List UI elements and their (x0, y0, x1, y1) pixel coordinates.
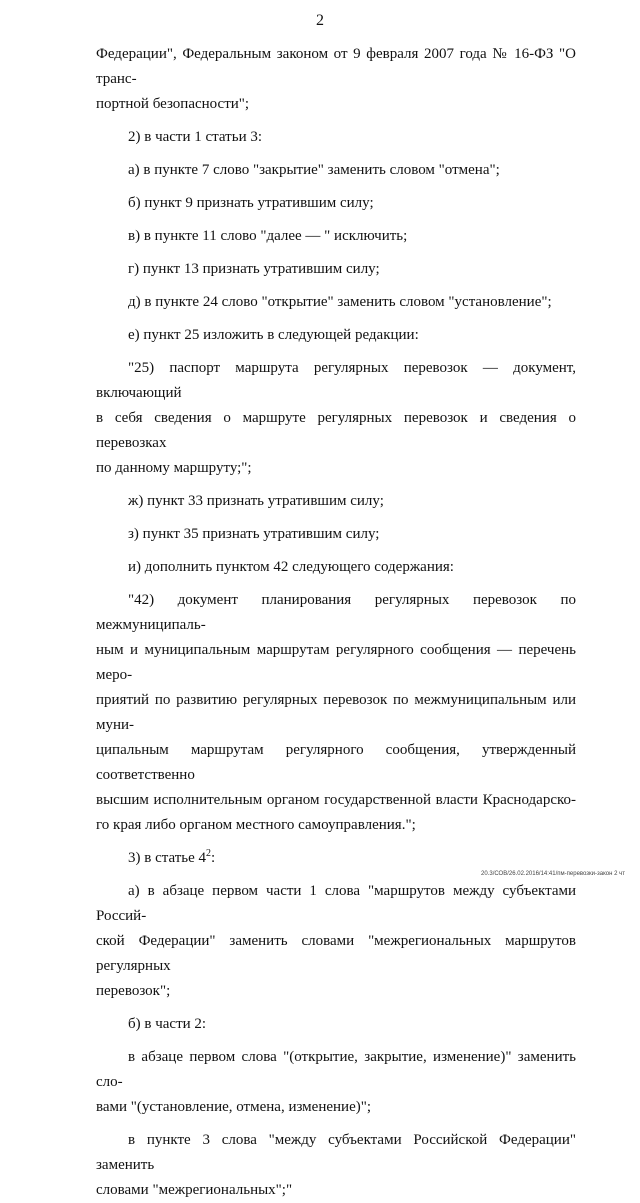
text-line: го края либо органом местного самоуправления."; (96, 817, 416, 833)
text-line: по данному маршруту;"; (96, 460, 252, 476)
paragraph-subitem-a: а) в пункте 7 слово "закрытие" заменить словом "отмена"; (128, 162, 500, 178)
text-line: приятий по развитию регулярных перевозок по межмуниципальным или муни- (96, 692, 576, 733)
paragraph-federal-law (96, 42, 576, 117)
paragraph-item-3a (96, 879, 576, 1004)
text-line: в себя сведения о маршруте регулярных перевозок и сведения о перевозках (96, 410, 576, 451)
paragraph-item-3b: б) в части 2: (128, 1016, 207, 1032)
text-line: высшим исполнительным органом государственной власти Краснодарско- (96, 792, 576, 808)
paragraph-subitem-v: в) в пункте 11 слово "далее — " исключить; (128, 228, 408, 244)
paragraph-subitem-z: з) пункт 35 признать утратившим силу; (128, 526, 380, 542)
paragraph-item-2: 2) в части 1 статьи 3: (128, 129, 263, 145)
text-span: : (211, 850, 216, 866)
document-body (96, 42, 576, 1203)
paragraph-first-abzac (96, 1045, 576, 1120)
text-line: в пункте 3 слова "между субъектами Российской Федерации" заменить (96, 1132, 576, 1173)
text-line: ципальным маршрутам регулярного сообщения, утвержденный соответственно (96, 742, 576, 783)
text-line: перевозок"; (96, 983, 171, 999)
page-number: 2 (316, 12, 324, 29)
text-line: "25) паспорт маршрута регулярных перевозок — документ, включающий (96, 360, 576, 401)
paragraph-point-3 (96, 1128, 576, 1203)
text-span: 3) в статье 4 (128, 850, 207, 866)
footer-reference: 20.3/СОВ/26.02.2016/14:41/пм-перевозки-закон 2 чт (481, 871, 625, 877)
quote-item-42 (96, 588, 576, 838)
quote-item-25 (96, 356, 576, 481)
paragraph-subitem-d: д) в пункте 24 слово "открытие" заменить словом "установление"; (128, 294, 552, 310)
text-line: ным и муниципальным маршрутам регулярного сообщения — перечень меро- (96, 642, 576, 683)
text-line: портной безопасности"; (96, 96, 250, 112)
paragraph-subitem-b: б) пункт 9 признать утратившим силу; (128, 195, 374, 211)
text-line: вами "(установление, отмена, изменение)"; (96, 1099, 372, 1115)
text-line: в абзаце первом слова "(открытие, закрытие, изменение)" заменить сло- (96, 1049, 576, 1090)
text-line: Федерации", Федеральным законом от 9 февраля 2007 года № 16-ФЗ "О транс- (96, 46, 576, 87)
paragraph-subitem-g: г) пункт 13 признать утратившим силу; (128, 261, 380, 277)
superscript: 2 (206, 848, 212, 859)
paragraph-item-3 (96, 846, 576, 871)
text-line: словами "межрегиональных";" (96, 1182, 293, 1198)
paragraph-subitem-e: е) пункт 25 изложить в следующей редакции: (128, 327, 419, 343)
paragraph-subitem-i: и) дополнить пунктом 42 следующего содержания: (128, 559, 454, 575)
text-line: "42) документ планирования регулярных перевозок по межмуниципаль- (96, 592, 576, 633)
paragraph-subitem-zh: ж) пункт 33 признать утратившим силу; (128, 493, 384, 509)
text-line: а) в абзаце первом части 1 слова "маршрутов между субъектами Россий- (96, 883, 576, 924)
text-line: ской Федерации" заменить словами "межрегиональных маршрутов регулярных (96, 933, 576, 974)
